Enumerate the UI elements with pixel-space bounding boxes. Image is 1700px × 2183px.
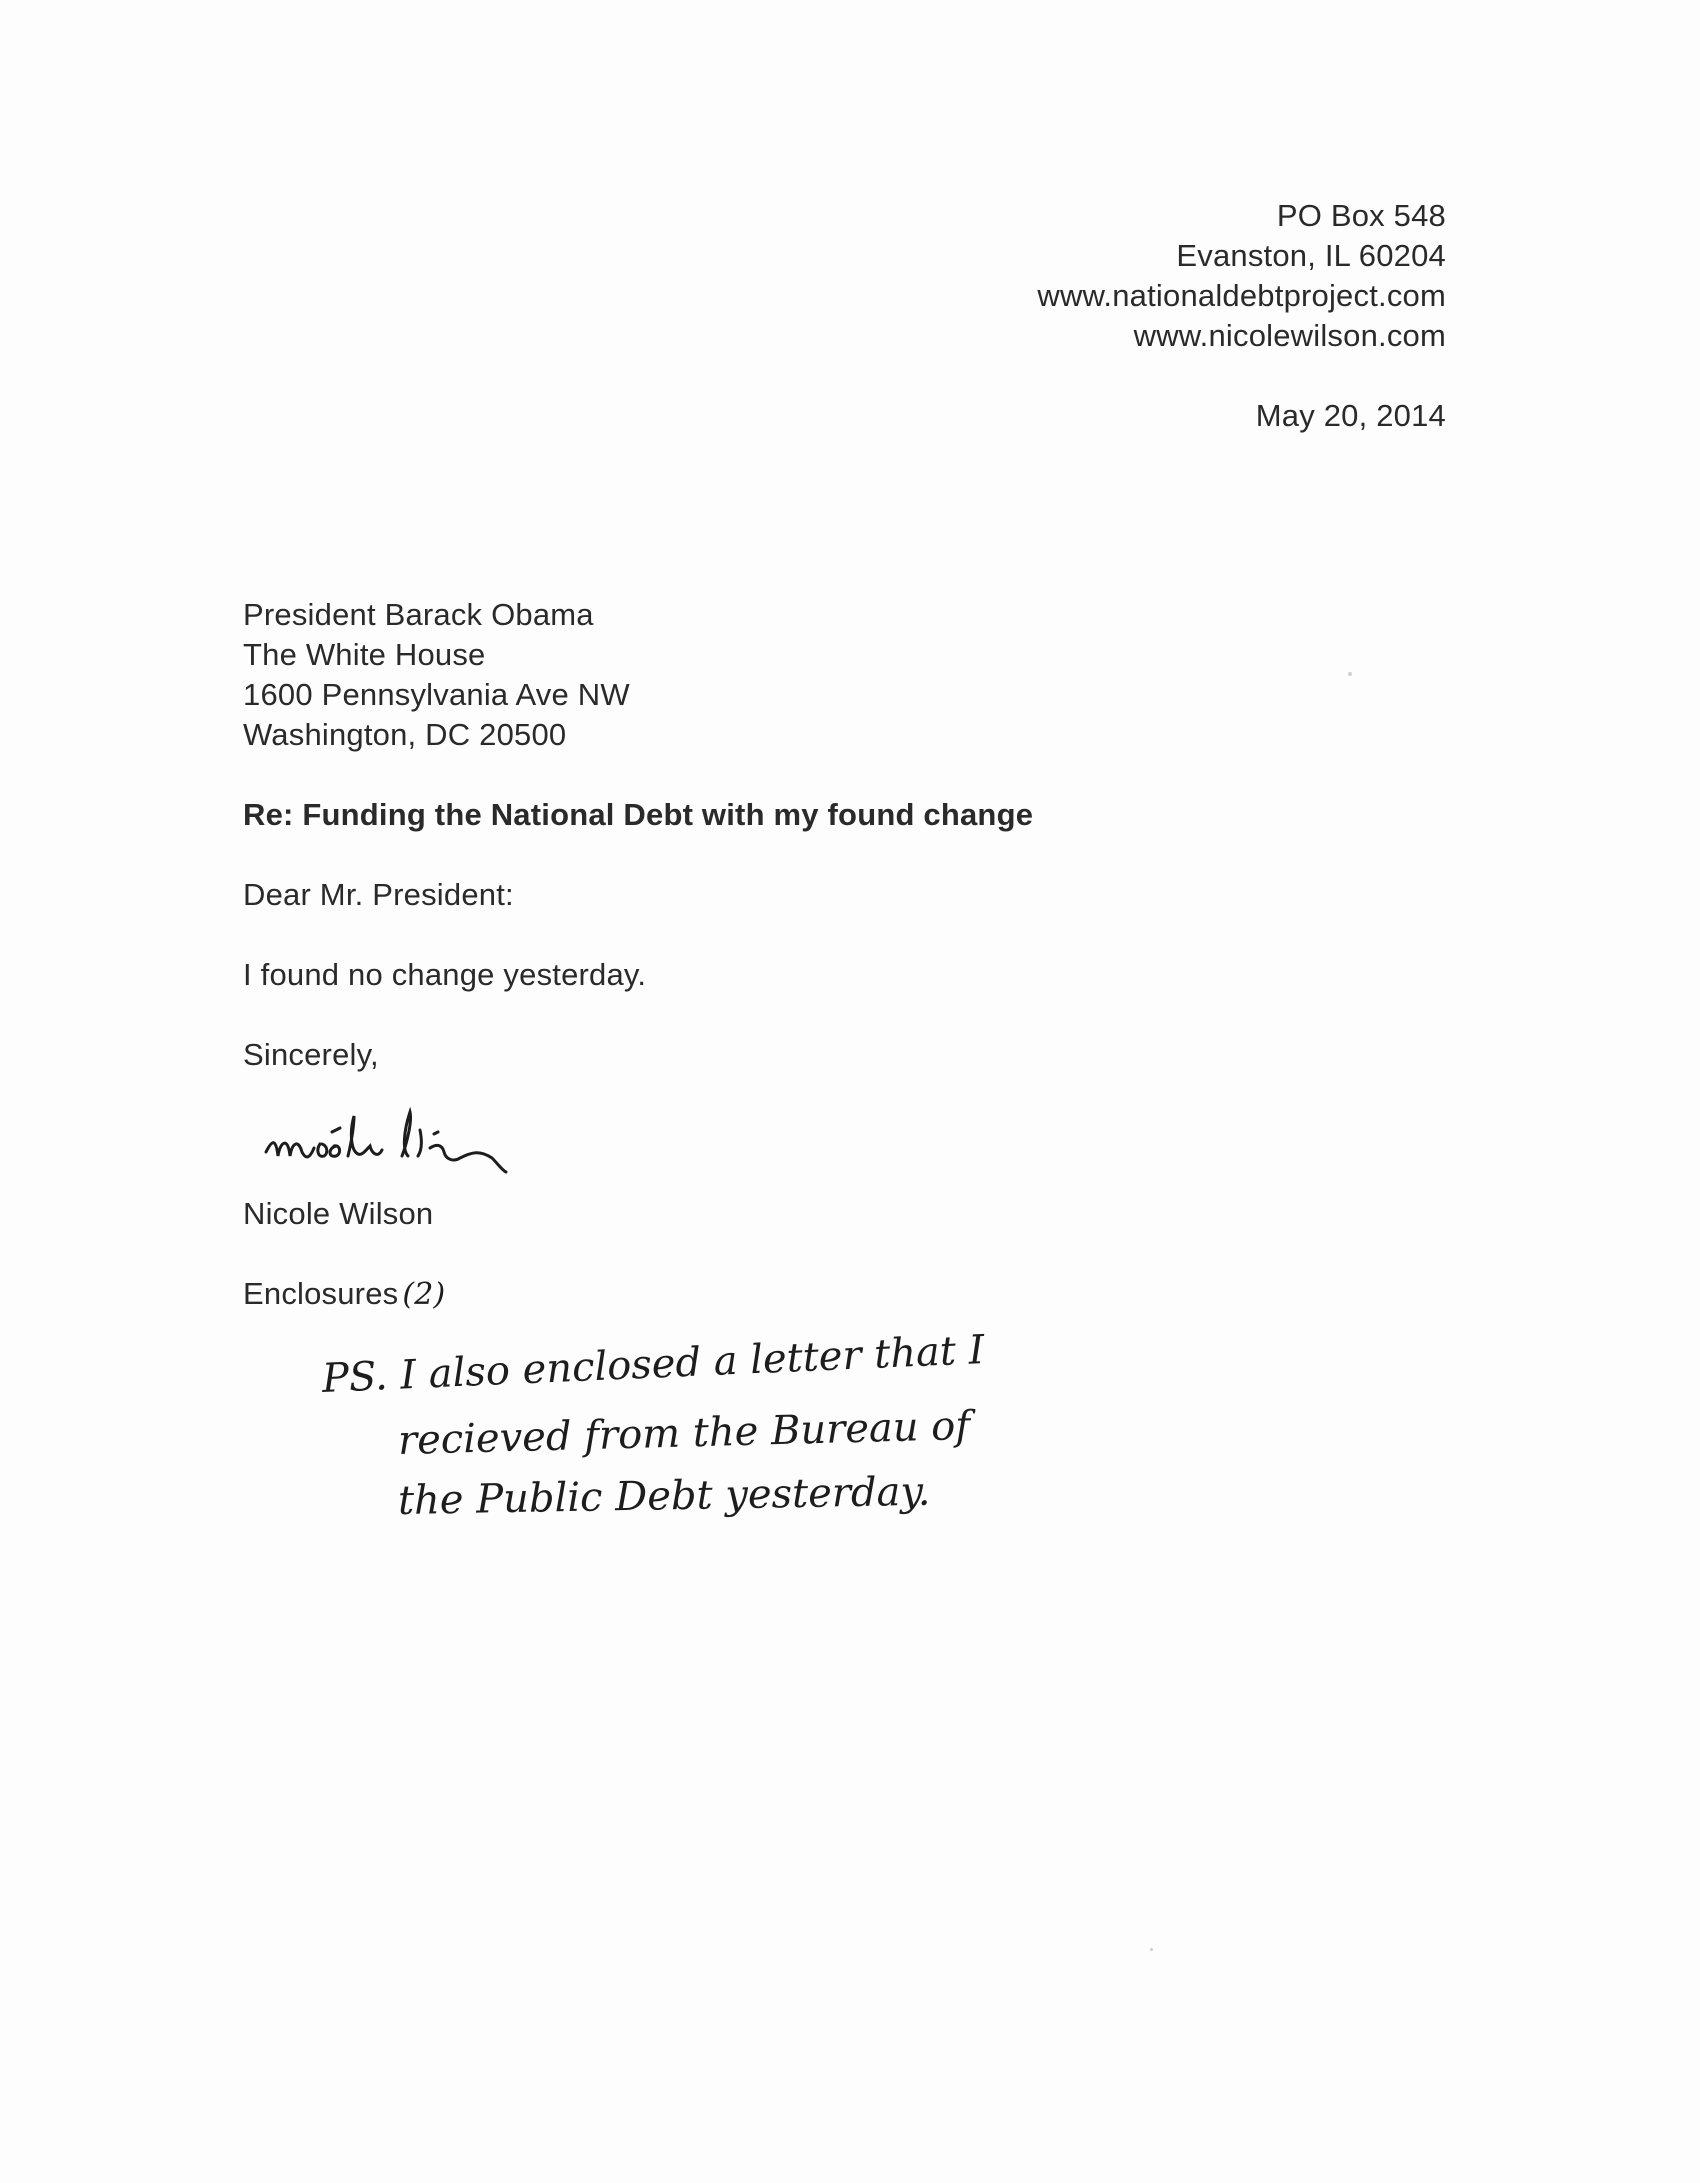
sender-address-line2: Evanston, IL 60204 xyxy=(1176,238,1446,273)
enclosures xyxy=(243,1274,445,1315)
scan-speck xyxy=(1150,1948,1153,1951)
enclosures-label: Enclosures xyxy=(243,1276,399,1311)
closing: Sincerely, xyxy=(243,1037,379,1072)
subject-line: Re: Funding the National Debt with my found change xyxy=(243,797,1034,832)
postscript-line3: the Public Debt yesterday. xyxy=(397,1468,931,1524)
enclosures-count: (2) xyxy=(402,1277,446,1312)
sender-address-line1: PO Box 548 xyxy=(1276,198,1446,233)
postscript-line1: PS. I also enclosed a letter that I xyxy=(320,1327,986,1402)
letter-date: May 20, 2014 xyxy=(1255,398,1446,433)
sender-website-1: www.nationaldebtproject.com xyxy=(1037,278,1446,313)
handwritten-signature xyxy=(262,1100,602,1180)
body-text: I found no change yesterday. xyxy=(243,957,647,992)
scan-speck xyxy=(1348,672,1352,676)
salutation: Dear Mr. President: xyxy=(243,877,514,912)
recipient-line3: 1600 Pennsylvania Ave NW xyxy=(243,677,630,712)
recipient-line2: The White House xyxy=(243,637,486,672)
signer-name: Nicole Wilson xyxy=(243,1196,434,1231)
sender-website-2: www.nicolewilson.com xyxy=(1133,318,1446,353)
postscript-line2: recieved from the Bureau of xyxy=(397,1403,971,1464)
recipient-line4: Washington, DC 20500 xyxy=(243,717,567,752)
recipient-name: President Barack Obama xyxy=(243,597,594,632)
